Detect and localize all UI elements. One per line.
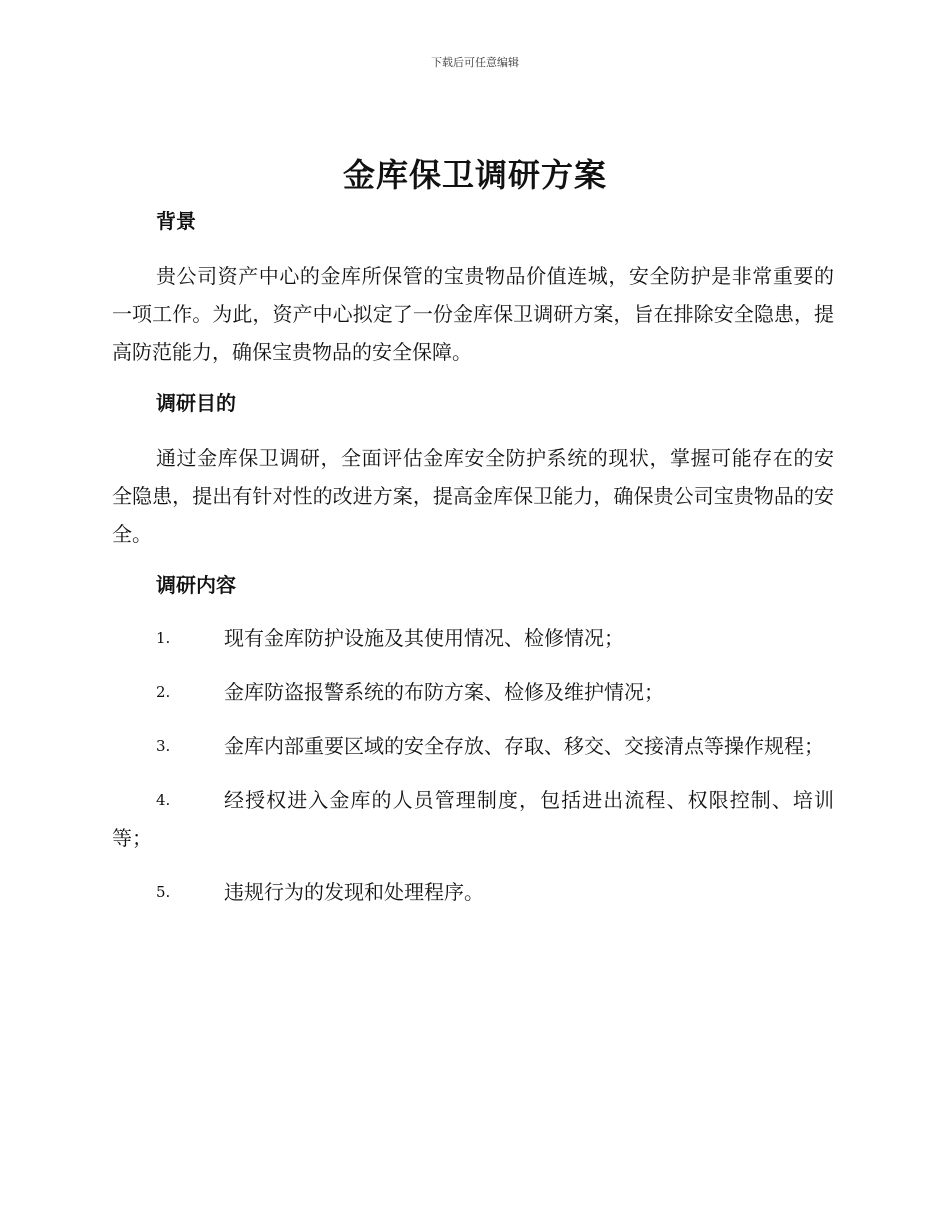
section-heading-background: 背景 xyxy=(156,209,196,233)
purpose-paragraph: 通过金库保卫调研，全面评估金库安全防护系统的现状，掌握可能存在的安全隐患，提出有针对性的改进方案，提高金库保卫能力，确保贵公司宝贵物品的安全。 xyxy=(112,446,834,546)
header-note: 下载后可任意编辑 xyxy=(431,56,519,69)
list-item-text: 违规行为的发现和处理程序。 xyxy=(224,880,484,904)
list-item xyxy=(112,781,834,857)
list-item-number: 1. xyxy=(156,629,171,647)
document-title: 金库保卫调研方案 xyxy=(342,156,607,194)
list-item-text: 金库内部重要区域的安全存放、存取、移交、交接清点等操作规程； xyxy=(224,734,824,758)
list-item-number: 4. xyxy=(156,791,171,809)
list-item xyxy=(112,673,834,711)
list-item-number: 3. xyxy=(156,737,171,755)
content-list xyxy=(112,619,834,911)
list-item-text: 现有金库防护设施及其使用情况、检修情况； xyxy=(224,626,624,650)
list-item-text: 经授权进入金库的人员管理制度，包括进出流程、权限控制、培训等； xyxy=(112,788,834,850)
section-heading-purpose: 调研目的 xyxy=(156,391,236,415)
list-item xyxy=(112,619,834,657)
list-item-text: 金库防盗报警系统的布防方案、检修及维护情况； xyxy=(224,680,664,704)
background-paragraph: 贵公司资产中心的金库所保管的宝贵物品价值连城，安全防护是非常重要的一项工作。为此，资产中心拟定了一份金库保卫调研方案，旨在排除安全隐患，提高防范能力，确保宝贵物品的安全保障。 xyxy=(112,264,834,364)
section-heading-content: 调研内容 xyxy=(156,573,236,597)
list-item-number: 2. xyxy=(156,683,171,701)
list-item xyxy=(112,727,834,765)
list-item-number: 5. xyxy=(156,883,171,901)
list-item xyxy=(112,873,834,911)
document-body xyxy=(112,205,834,927)
